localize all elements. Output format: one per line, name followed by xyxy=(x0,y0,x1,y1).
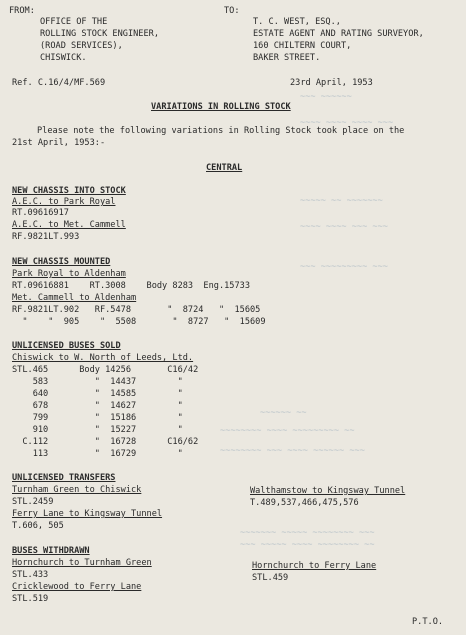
to-line: 160 CHILTERN COURT, xyxy=(253,41,352,51)
section-heading-unlicensed-buses-sold: UNLICENSED BUSES SOLD xyxy=(12,341,121,351)
from-line: CHISWICK. xyxy=(40,53,87,63)
page-turn-note: P.T.O. xyxy=(412,617,444,627)
document-title: VARIATIONS IN ROLLING STOCK xyxy=(151,102,291,112)
table-row: 640 " 14585 " xyxy=(12,389,183,399)
to-line: ESTATE AGENT AND RATING SURVEYOR, xyxy=(253,29,424,39)
stock-entry: STL.459 xyxy=(252,573,289,583)
show-through-text: ~~~~~~~~ ~~~~ ~~~~~~~~~ ~~ xyxy=(220,426,355,436)
section-heading-new-chassis-mounted: NEW CHASSIS MOUNTED xyxy=(12,257,111,267)
stock-entry: STL.2459 xyxy=(12,497,54,507)
division-heading: CENTRAL xyxy=(206,163,243,173)
table-row: 678 " 14627 " xyxy=(12,401,183,411)
route-line: Chiswick to W. North of Leeds, Ltd. xyxy=(12,353,194,363)
route-line: A.E.C. to Met. Cammell xyxy=(12,220,126,230)
stock-entry: RT.09616881 RT.3008 Body 8283 Eng.15733 xyxy=(12,281,250,291)
route-line: Ferry Lane to Kingsway Tunnel xyxy=(12,509,163,519)
section-heading-buses-withdrawn: BUSES WITHDRAWN xyxy=(12,546,90,556)
from-label: FROM: xyxy=(9,6,35,16)
show-through-text: ~~~~~~~ ~~~~~ ~~~~~~~~ ~~~ xyxy=(240,528,375,538)
show-through-text: ~~~ ~~~~~~~~~ ~~~ xyxy=(300,262,388,272)
stock-entry: RT.09616917 xyxy=(12,208,69,218)
stock-entry: " " 905 " 5508 " 8727 " 15609 xyxy=(12,317,266,327)
show-through-text: ~~~ ~~~~~ ~~~~ ~~~~~~~~ ~~ xyxy=(240,540,375,550)
table-row: 583 " 14437 " xyxy=(12,377,183,387)
to-line: T. C. WEST, ESQ., xyxy=(253,17,341,27)
route-line: Hornchurch to Turnham Green xyxy=(12,558,152,568)
stock-entry: STL.433 xyxy=(12,570,49,580)
route-line: Walthamstow to Kingsway Tunnel xyxy=(250,486,406,496)
show-through-text: ~~~~~ ~~ ~~~~~~~ xyxy=(300,196,383,206)
stock-entry: T.489,537,466,475,576 xyxy=(250,498,359,508)
to-line: BAKER STREET. xyxy=(253,53,321,63)
show-through-text: ~~~ ~~~~~~ xyxy=(300,92,352,102)
intro-text: Please note the following variations in Rolling Stock took place on the xyxy=(37,126,405,136)
stock-entry: RF.9821LT.902 RF.5478 " 8724 " 15605 xyxy=(12,305,261,315)
stock-entry: T.606, 505 xyxy=(12,521,64,531)
route-line: A.E.C. to Park Royal xyxy=(12,197,116,207)
table-row: STL.465 Body 14256 C16/42 xyxy=(12,365,199,375)
table-row: 113 " 16729 " xyxy=(12,449,183,459)
from-line: OFFICE OF THE xyxy=(40,17,108,27)
stock-entry: RF.9821LT.993 xyxy=(12,232,80,242)
show-through-text: ~~~~ ~~~~ ~~~~ ~~~ xyxy=(300,118,394,128)
from-line: (ROAD SERVICES), xyxy=(40,41,123,51)
route-line: Cricklewood to Ferry Lane xyxy=(12,582,142,592)
table-row: C.112 " 16728 C16/62 xyxy=(12,437,199,447)
intro-text-continued: 21st April, 1953:- xyxy=(12,138,106,148)
show-through-text: ~~~~~~~~ ~~~ ~~~~ ~~~~~~ ~~~ xyxy=(220,446,365,456)
reference-number: Ref. C.16/4/MF.569 xyxy=(12,78,106,88)
show-through-text: ~~~~~~ ~~ xyxy=(260,408,307,418)
route-line: Hornchurch to Ferry Lane xyxy=(252,561,377,571)
route-line: Turnham Green to Chiswick xyxy=(12,485,142,495)
table-row: 910 " 15227 " xyxy=(12,425,183,435)
route-line: Met. Cammell to Aldenham xyxy=(12,293,137,303)
show-through-text: ~~~~ ~~~~ ~~~ ~~~ xyxy=(300,222,388,232)
route-line: Park Royal to Aldenham xyxy=(12,269,126,279)
section-heading-unlicensed-transfers: UNLICENSED TRANSFERS xyxy=(12,473,116,483)
stock-entry: STL.519 xyxy=(12,594,49,604)
memo-date: 23rd April, 1953 xyxy=(290,78,373,88)
table-row: 799 " 15186 " xyxy=(12,413,183,423)
from-line: ROLLING STOCK ENGINEER, xyxy=(40,29,159,39)
to-label: TO: xyxy=(224,6,240,16)
section-heading-new-chassis-into-stock: NEW CHASSIS INTO STOCK xyxy=(12,186,126,196)
